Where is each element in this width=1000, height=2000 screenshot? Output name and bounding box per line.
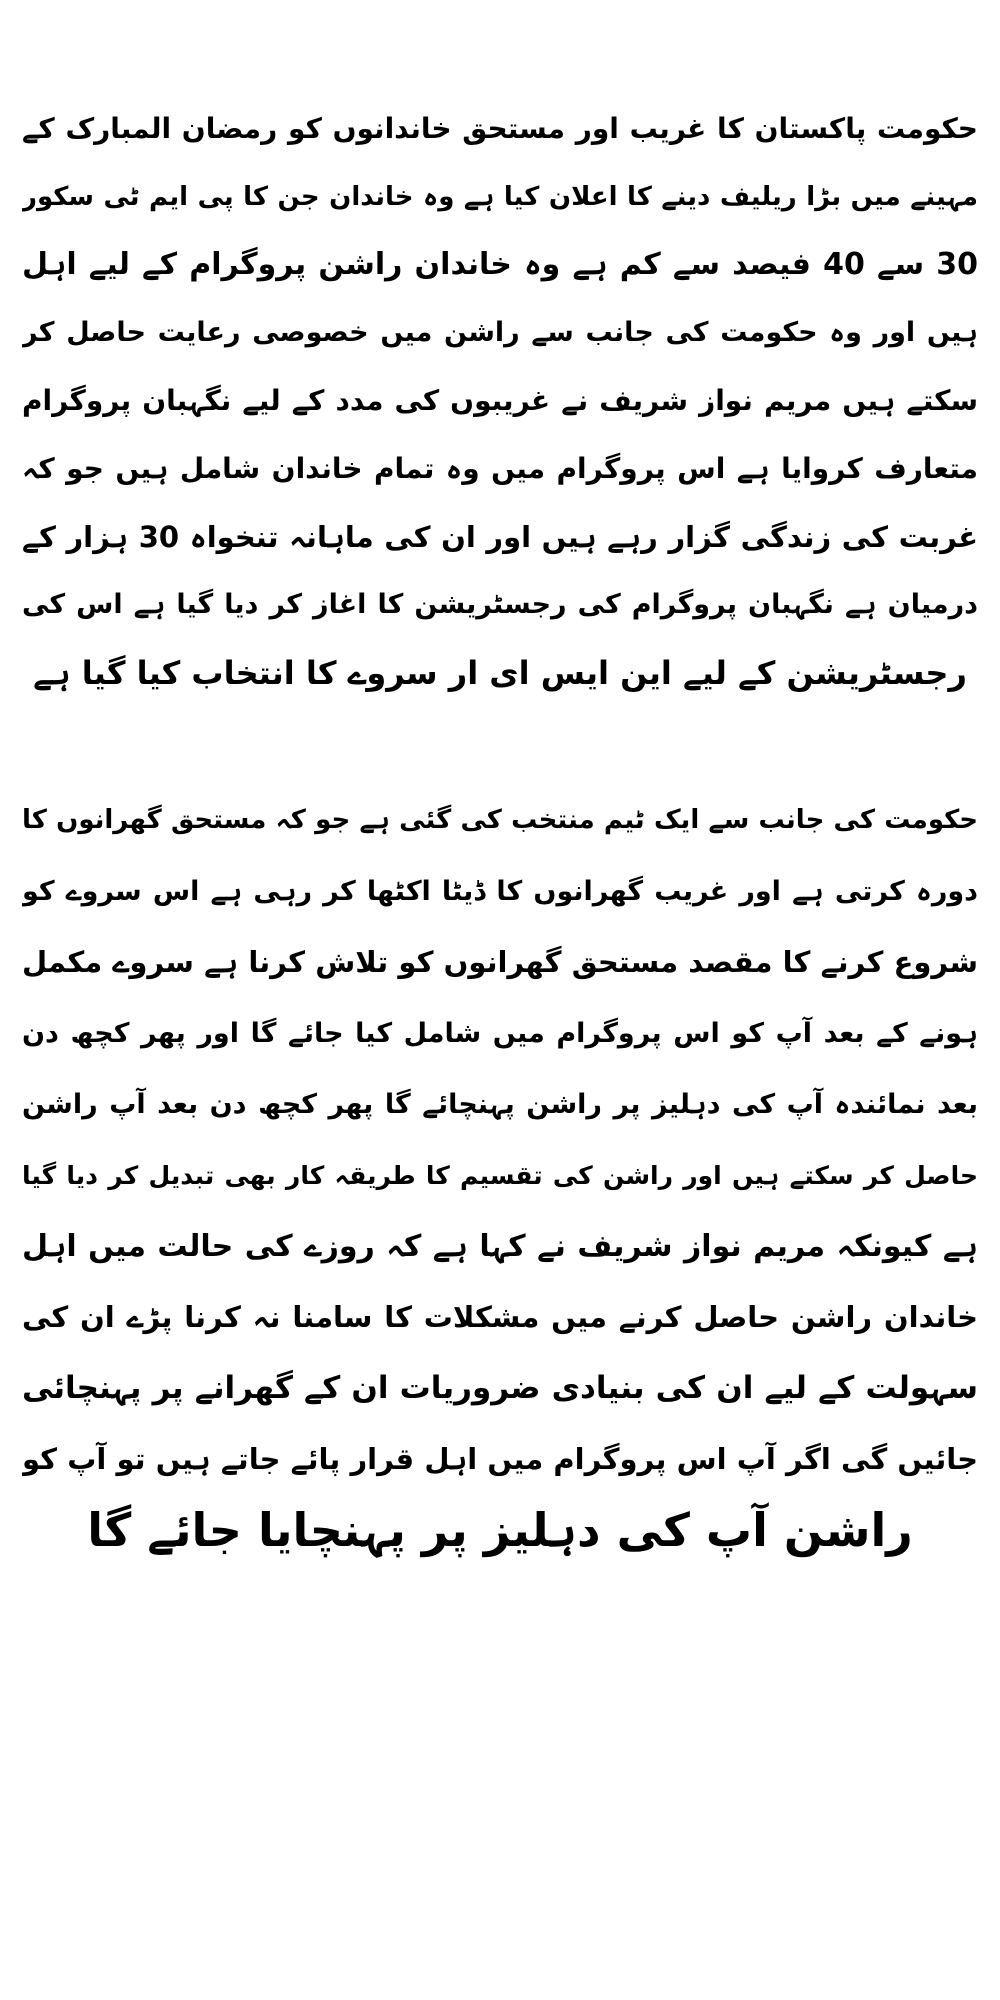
text-line: راشن آپ کی دہلیز پر پہنچایا جائے گا [87, 1503, 913, 1557]
text-line: ہے کیونکہ مریم نواز شریف نے کہا ہے کہ روزے کی حالت میں اہل [22, 1229, 978, 1264]
text-line: مہینے میں بڑا ریلیف دینے کا اعلان کیا ہے وہ خاندان جن کا پی ایم ٹی سکور [22, 182, 978, 212]
text-line: درمیان ہے نگہبان پروگرام کی رجسٹریشن کا اغاز کر دیا گیا ہے اس کی [22, 589, 978, 620]
text-line: ہیں اور وہ حکومت کی جانب سے راشن میں خصوصی رعایت حاصل کر [22, 317, 978, 348]
paragraph-survey-team [22, 785, 978, 1566]
text-line: بعد نمائندہ آپ کی دہلیز پر راشن پہنچائے گا پھر کچھ دن بعد آپ راشن [22, 1089, 978, 1120]
text-line: جائیں گی اگر آپ اس پروگرام میں اہل قرار پائے جاتے ہیں تو آپ کو [22, 1442, 978, 1476]
text-line: حکومت پاکستان کا غریب اور مستحق خاندانوں کو رمضان المبارک کے [22, 112, 978, 145]
text-line: سکتے ہیں مریم نواز شریف نے غریبوں کی مدد کے لیے نگہبان پروگرام [22, 384, 978, 417]
text-line: دورہ کرتی ہے اور غریب گھرانوں کا ڈیٹا اکٹھا کر رہی ہے اس سروے کو [22, 876, 978, 907]
paragraph-ramadan-relief [22, 95, 978, 707]
article-body [22, 95, 978, 1566]
text-line: ہونے کے بعد آپ کو اس پروگرام میں شامل کیا جائے گا اور پھر کچھ دن [22, 1018, 978, 1049]
text-line: حاصل کر سکتے ہیں اور راشن کی تقسیم کا طریقہ کار بھی تبدیل کر دیا گیا [22, 1161, 978, 1190]
text-line: متعارف کروایا ہے اس پروگرام میں وہ تمام خاندان شامل ہیں جو کہ [22, 452, 978, 485]
text-line: شروع کرنے کا مقصد مستحق گھرانوں کو تلاش کرنا ہے سروے مکمل [22, 945, 978, 979]
text-line: سہولت کے لیے ان کی بنیادی ضروریات ان کے گھرانے پر پہنچائی [22, 1370, 978, 1406]
text-line: حکومت کی جانب سے ایک ٹیم منتخب کی گئی ہے جو کہ مستحق گھرانوں کا [22, 805, 978, 835]
text-line: خاندان راشن حاصل کرنے میں مشکلات کا سامنا نہ کرنا پڑے ان کی [22, 1300, 978, 1334]
text-line: رجسٹریشن کے لیے این ایس ای ار سروے کا انتخاب کیا گیا ہے [33, 654, 967, 692]
text-line: 30 سے 40 فیصد سے کم ہے وہ خاندان راشن پروگرام کے لیے اہل [22, 247, 978, 282]
text-line: غربت کی زندگی گزار رہے ہیں اور ان کی ماہانہ تنخواہ 30 ہزار کے [22, 520, 978, 554]
